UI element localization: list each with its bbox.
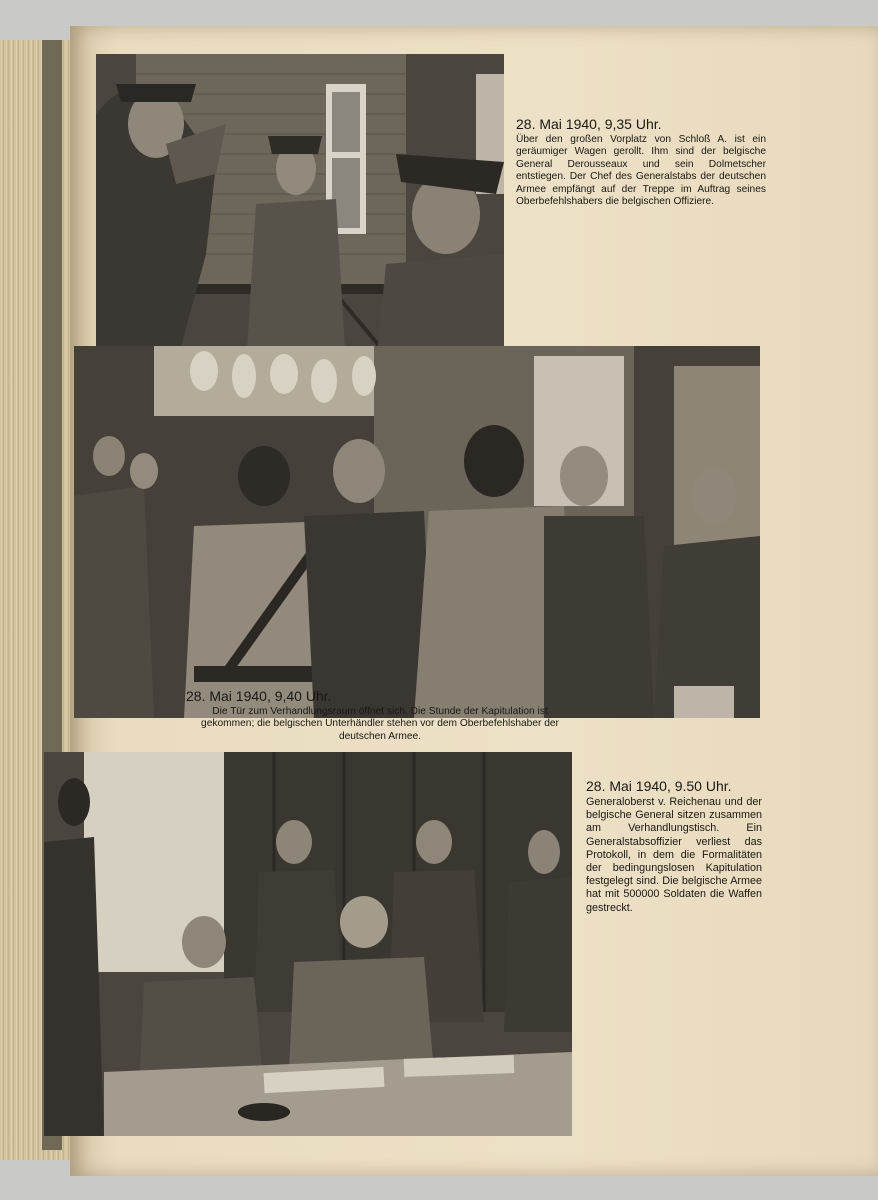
photo-castle-steps bbox=[96, 54, 504, 366]
book-page bbox=[70, 26, 878, 1176]
caption-3-date: 28. Mai 1940, 9.50 Uhr. bbox=[586, 778, 732, 794]
caption-2-text: Die Tür zum Verhandlungsraum öffnet sich. Die Stunde der Kapitulation ist gekommen; die belgischen Unterhändler stehen vor dem Oberbefehlshaber der deutschen Armee. bbox=[201, 706, 559, 742]
photo-negotiation-room-door bbox=[74, 346, 760, 718]
caption-2 bbox=[186, 688, 574, 743]
caption-3 bbox=[586, 778, 762, 915]
caption-2-date: 28. Mai 1940, 9,40 Uhr. bbox=[186, 688, 332, 704]
caption-1 bbox=[516, 116, 766, 208]
caption-3-text: Generaloberst v. Reichenau und der belgische General sitzen zusammen am Verhandlungstisch. Ein Generalstabsoffizier verliest das Protokoll, in dem die Formalitäten der bedingungslosen Kapitulation festgelegt sind. Die belgische Armee hat mit 500000 Soldaten die Waffen gestreckt. bbox=[586, 796, 762, 914]
caption-1-text: Über den großen Vorplatz von Schloß A. ist ein geräumiger Wagen gerollt. Ihm sind der belgische General Derousseaux und sein Dolmetscher entstiegen. Der Chef des Generalstabs der deutschen Armee empfängt auf der Treppe im Auftrag seines Oberbefehlshabers die belgischen Offiziere. bbox=[516, 134, 766, 208]
caption-1-date: 28. Mai 1940, 9,35 Uhr. bbox=[516, 116, 662, 132]
photo-negotiation-table bbox=[44, 752, 572, 1136]
